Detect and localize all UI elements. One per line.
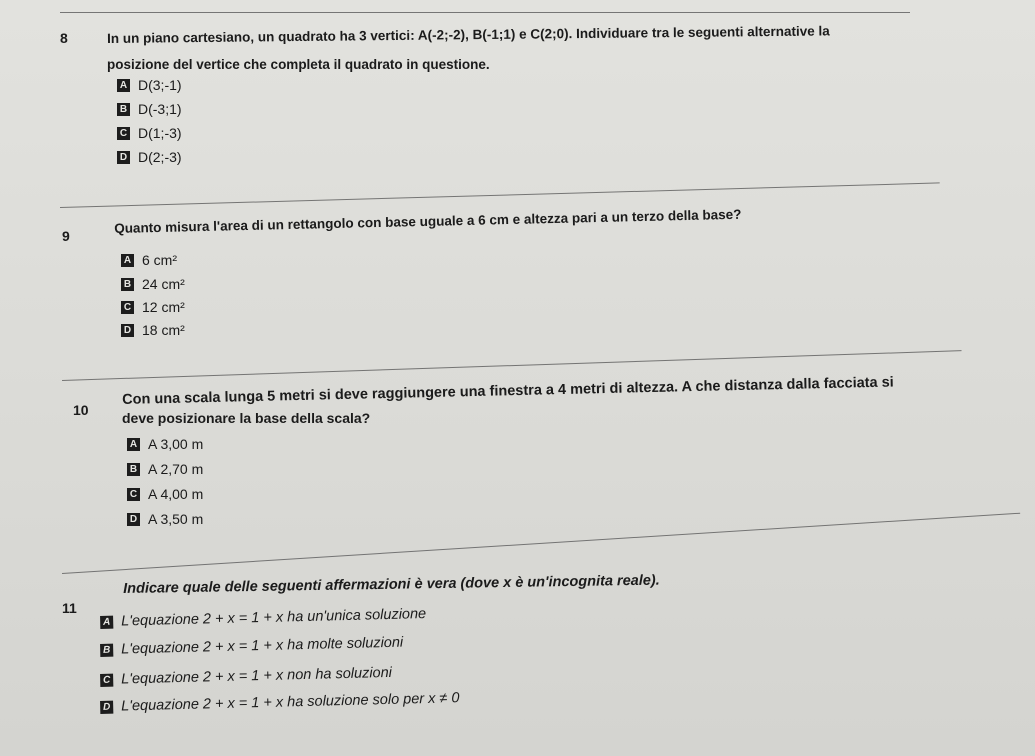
question-number: 11 (62, 600, 77, 616)
answer-option[interactable] (127, 486, 203, 502)
answer-option[interactable] (100, 665, 392, 688)
option-text: L'equazione 2 + x = 1 + x ha molte soluzioni (120, 634, 404, 658)
option-text: D(3;-1) (138, 77, 182, 93)
option-letter-badge: D (121, 324, 134, 337)
question-number: 10 (73, 402, 89, 418)
question-text: Indicare quale delle seguenti affermazioni è vera (dove x è un'incognita reale). (123, 572, 660, 597)
answer-option[interactable] (121, 299, 185, 315)
option-letter-badge: A (127, 438, 140, 451)
option-text: L'equazione 2 + x = 1 + x ha un'unica soluzione (120, 606, 427, 630)
answer-option[interactable] (127, 436, 203, 452)
option-letter-badge: A (117, 79, 130, 92)
option-letter-badge: C (121, 301, 134, 314)
option-text: A 3,50 m (148, 511, 204, 527)
option-text: 6 cm² (142, 252, 177, 268)
answer-option[interactable] (100, 690, 460, 715)
option-text: D(2;-3) (138, 149, 182, 165)
option-text: A 3,00 m (148, 436, 204, 452)
option-letter-badge: B (127, 463, 140, 476)
answer-option[interactable] (117, 101, 182, 117)
answer-option[interactable] (100, 635, 403, 658)
answer-option[interactable] (117, 77, 182, 93)
answer-option[interactable] (100, 606, 426, 630)
option-letter-badge: B (121, 278, 134, 291)
question-text: Con una scala lunga 5 metri si deve raggiungere una finestra a 4 metri di altezza. A che distanza dalla facciata si (122, 374, 894, 408)
answer-option[interactable] (127, 461, 203, 477)
option-letter-badge: A (100, 615, 113, 628)
option-text: D(1;-3) (138, 125, 182, 141)
option-letter-badge: D (117, 151, 130, 164)
option-letter-badge: D (100, 700, 113, 713)
option-text: L'equazione 2 + x = 1 + x non ha soluzioni (120, 664, 393, 688)
question-number: 8 (60, 30, 68, 46)
option-text: 24 cm² (142, 276, 185, 292)
answer-option[interactable] (121, 252, 177, 268)
answer-option[interactable] (121, 322, 185, 338)
option-text: A 4,00 m (148, 486, 204, 502)
question-text: In un piano cartesiano, un quadrato ha 3 vertici: A(-2;-2), B(-1;1) e C(2;0). Individuare tra le seguenti alternative la (107, 23, 830, 46)
divider (62, 513, 1020, 574)
question-text: deve posizionare la base della scala? (122, 410, 371, 426)
option-letter-badge: C (127, 488, 140, 501)
option-letter-badge: B (100, 643, 113, 656)
answer-option[interactable] (127, 511, 203, 527)
answer-option[interactable] (117, 149, 182, 165)
option-letter-badge: C (117, 127, 130, 140)
option-letter-badge: C (100, 673, 113, 686)
question-text: Quanto misura l'area di un rettangolo con base uguale a 6 cm e altezza pari a un terzo della base? (114, 206, 742, 236)
option-letter-badge: B (117, 103, 130, 116)
divider (60, 12, 910, 13)
question-number: 9 (62, 228, 70, 244)
option-text: 18 cm² (142, 322, 185, 338)
answer-option[interactable] (117, 125, 182, 141)
option-text: D(-3;1) (138, 101, 182, 117)
option-text: L'equazione 2 + x = 1 + x ha soluzione solo per x ≠ 0 (120, 690, 460, 715)
option-text: A 2,70 m (148, 461, 204, 477)
divider (60, 182, 940, 208)
option-text: 12 cm² (142, 299, 185, 315)
answer-option[interactable] (121, 276, 185, 292)
option-letter-badge: A (121, 254, 134, 267)
question-text: posizione del vertice che completa il quadrato in questione. (107, 57, 490, 72)
option-letter-badge: D (127, 513, 140, 526)
